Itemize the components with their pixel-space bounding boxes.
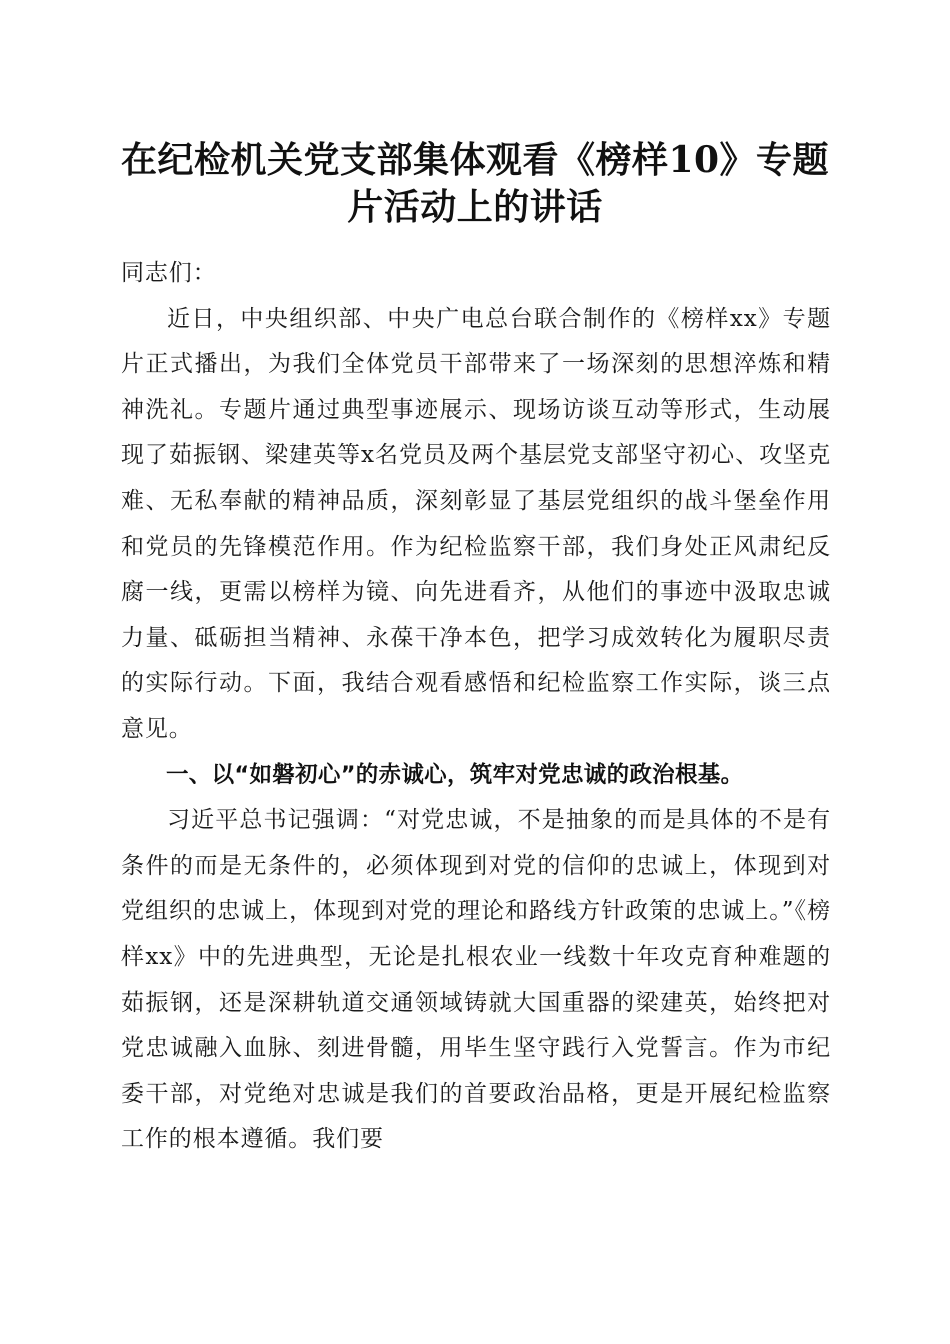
intro-paragraph: 近日，中央组织部、中央广电总台联合制作的《榜样xx》专题片正式播出，为我们全体党员干部带来了一场深刻的思想淬炼和精神洗礼。专题片通过典型事迹展示、现场访谈互动等形式，生动展现了茹振钢、梁建英等x名党员及两个基层党支部坚守初心、攻坚克难、无私奉献的精神品质，深刻彰显了基层党组织的战斗堡垒作用和党员的先锋模范作用。作为纪检监察干部，我们身处正风肃纪反腐一线，更需以榜样为镜、向先进看齐，从他们的事迹中汲取忠诚力量、砥砺担当精神、永葆干净本色，把学习成效转化为履职尽责的实际行动。下面，我结合观看感悟和纪检监察工作实际，谈三点意见。 xyxy=(121,305,831,742)
section-paragraph: 习近平总书记强调：“对党忠诚，不是抽象的而是具体的不是有条件的而是无条件的，必须体现到对党的信仰的忠诚上，体现到对党组织的忠诚上，体现到对党的理论和路线方针政策的忠诚上。”《榜样xx》中的先进典型，无论是扎根农业一线数十年攻克育种难题的茹振钢，还是深耕轨道交通领域铸就大国重器的梁建英，始终把对党忠诚融入血脉、刻进骨髓，用毕生坚守践行入党誓言。作为市纪委干部，对党绝对忠诚是我们的首要政治品格，更是开展纪检监察工作的根本遵循。我们要 xyxy=(121,807,831,1153)
title-line-1: 在纪检机关党支部集体观看《榜样10》专题 xyxy=(120,139,830,181)
title-line-2: 片活动上的讲话 xyxy=(347,186,603,228)
salutation: 同志们： xyxy=(121,260,217,286)
document-title xyxy=(100,137,850,231)
document-body xyxy=(121,251,831,1163)
section-heading: 一、以“如磐初心”的赤诚心，筑牢对党忠诚的政治根基。 xyxy=(166,761,744,788)
